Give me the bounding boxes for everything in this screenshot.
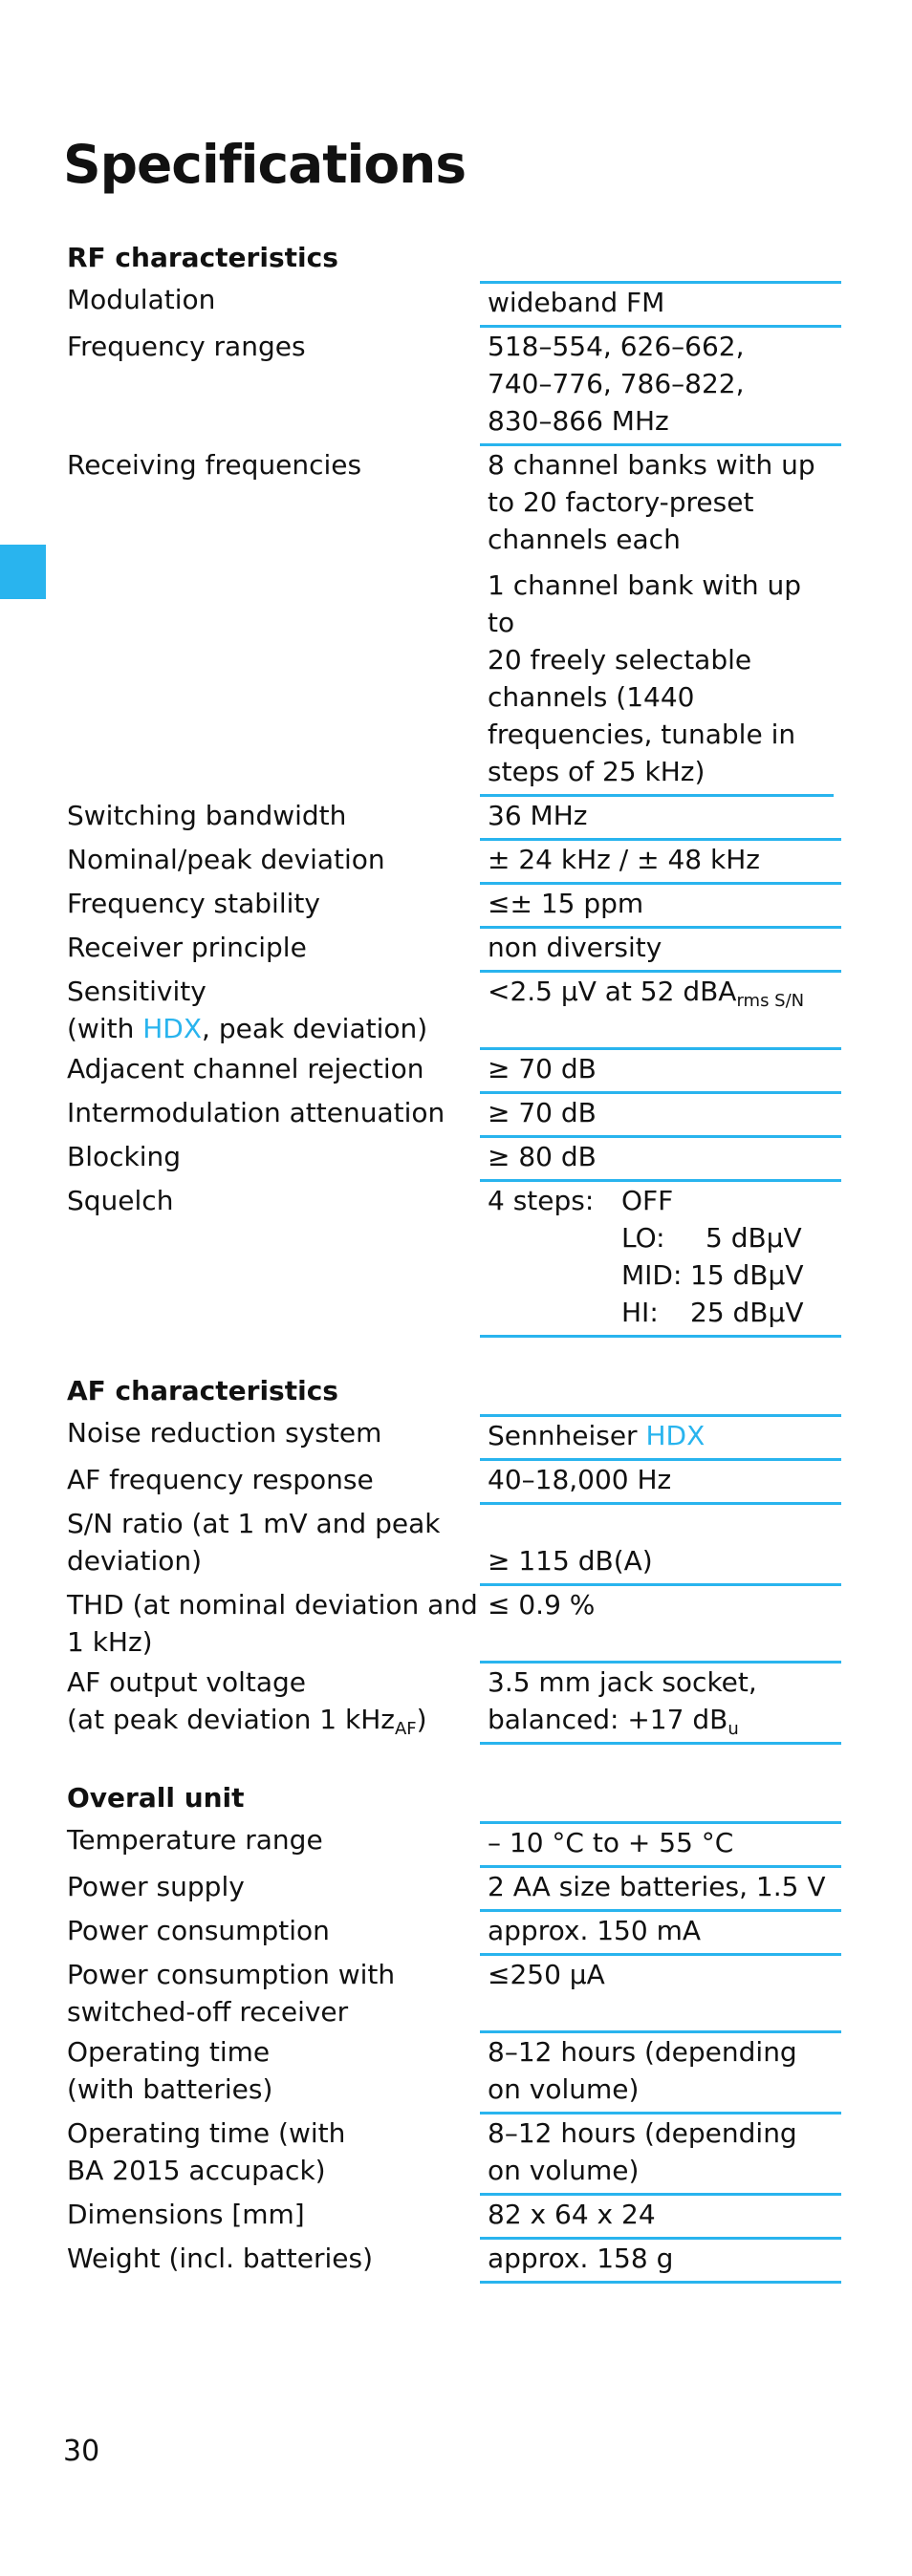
spec-value: ± 24 kHz / ± 48 kHz: [480, 841, 841, 885]
spec-value: [480, 2033, 841, 2114]
spec-value: [480, 1586, 841, 1664]
squelch-table: [488, 1182, 841, 1331]
value-line: 830–866 MHz: [488, 405, 669, 437]
spec-row-squelch: [67, 1182, 832, 1338]
spec-label: [67, 1586, 480, 1661]
value-line: channels (1440: [488, 681, 695, 713]
value-subscript: u: [727, 1719, 739, 1739]
squelch-level-name: HI:: [621, 1297, 659, 1328]
spec-row-af-output-voltage: [67, 1664, 832, 1745]
spec-row-frequency-stability: [67, 885, 832, 929]
spec-label: Intermodulation attenuation: [67, 1097, 445, 1128]
value-line: ≤ 0.9 %: [488, 1589, 596, 1621]
spec-value: [480, 1414, 841, 1461]
label-line: BA 2015 accupack): [67, 2155, 326, 2186]
specifications-table: [67, 239, 832, 2284]
spec-row-power-supply: [67, 1868, 832, 1912]
spec-row-sn-ratio: [67, 1505, 832, 1586]
spec-label: Weight (incl. batteries): [67, 2243, 374, 2274]
value-part-2: [480, 567, 834, 797]
spec-row-temperature: [67, 1821, 832, 1868]
spec-label: [67, 2033, 480, 2108]
spec-row-receiving-frequencies: [67, 446, 832, 797]
af-heading: AF characteristics: [67, 1375, 338, 1406]
spec-label: Modulation: [67, 284, 216, 315]
spec-value: [480, 1182, 841, 1338]
spec-label: Receiver principle: [67, 932, 307, 963]
label-line: THD (at nominal deviation and: [67, 1589, 478, 1621]
squelch-level-name: MID:: [621, 1259, 683, 1291]
squelch-level-name: LO:: [621, 1222, 665, 1254]
label-text: , peak deviation): [202, 1013, 428, 1044]
value-line: on volume): [488, 2155, 640, 2186]
spec-row-intermodulation: [67, 1094, 832, 1138]
value-line: 1 channel bank with up to: [488, 569, 802, 638]
label-line: (with batteries): [67, 2073, 273, 2105]
spec-label: Receiving frequencies: [67, 449, 362, 481]
value-text: <2.5 µV at 52 dBA: [488, 976, 737, 1007]
squelch-level-value: 25 dBµV: [690, 1297, 804, 1328]
value-line: 8–12 hours (depending: [488, 2117, 797, 2149]
value-line: [488, 1701, 841, 1738]
spec-label: Power consumption: [67, 1915, 330, 1946]
spec-row-sensitivity: [67, 973, 832, 1050]
value-line: 518–554, 626–662,: [488, 331, 745, 362]
spec-value: 36 MHz: [480, 797, 841, 841]
spec-row-dimensions: [67, 2196, 832, 2240]
spec-label: [67, 1956, 480, 2030]
spec-row-noise-reduction: [67, 1414, 832, 1461]
spec-value: ≤± 15 ppm: [480, 885, 841, 929]
value-line: channels each: [488, 524, 681, 555]
spec-label: Frequency ranges: [67, 331, 306, 362]
value-line: to 20 factory-preset: [488, 486, 754, 518]
spec-value: [480, 446, 834, 797]
label-text: ): [416, 1704, 427, 1735]
value-line: 20 freely selectable: [488, 644, 752, 676]
spec-label: Squelch: [67, 1185, 174, 1216]
squelch-level-value: 15 dBµV: [690, 1259, 804, 1291]
value-line: 740–776, 786–822,: [488, 368, 745, 399]
spec-value: ≥ 80 dB: [480, 1138, 841, 1182]
label-line: [67, 1701, 480, 1738]
value-line: frequencies, tunable in: [488, 719, 796, 750]
value-subscript: rms S/N: [736, 991, 805, 1011]
spec-row-adjacent-channel: [67, 1050, 832, 1094]
spec-value: non diversity: [480, 929, 841, 973]
spec-value: wideband FM: [480, 281, 841, 328]
value-line: ≤250 µA: [488, 1959, 605, 1990]
spec-row-weight: [67, 2240, 832, 2284]
spec-value: [480, 1956, 841, 2033]
spec-row-switching-bandwidth: [67, 797, 832, 841]
label-line: 1 kHz): [67, 1626, 153, 1658]
label-line: Power consumption with: [67, 1959, 396, 1990]
value-line: steps of 25 kHz): [488, 756, 706, 787]
label-text: (at peak deviation 1 kHz: [67, 1704, 395, 1735]
spec-label: [67, 1664, 480, 1738]
spec-value: approx. 158 g: [480, 2240, 841, 2284]
spec-label: Blocking: [67, 1141, 182, 1172]
value-line: ≥ 115 dB(A): [488, 1545, 653, 1577]
spec-value: – 10 °C to + 55 °C: [480, 1821, 841, 1868]
spec-label: [67, 973, 480, 1047]
spec-row-blocking: [67, 1138, 832, 1182]
spec-value: [480, 1664, 841, 1745]
value-line: 3.5 mm jack socket,: [488, 1666, 757, 1698]
spec-row-af-frequency-response: [67, 1461, 832, 1505]
label-line: S/N ratio (at 1 mV and peak: [67, 1508, 441, 1539]
label-text: (with: [67, 1013, 143, 1044]
value-line: on volume): [488, 2073, 640, 2105]
squelch-level-value: 5 dBµV: [706, 1222, 802, 1254]
value-line: 8 channel banks with up: [488, 449, 815, 481]
label-line: Operating time (with: [67, 2117, 346, 2149]
value-part-1: [480, 446, 834, 567]
spec-row-operating-time-batteries: [67, 2033, 832, 2114]
hdx-highlight: HDX: [645, 1420, 706, 1451]
label-subscript: AF: [394, 1719, 417, 1739]
spec-row-frequency-ranges: [67, 328, 832, 446]
label-line: Operating time: [67, 2036, 271, 2068]
squelch-level: [621, 1256, 803, 1294]
label-line: Sensitivity: [67, 976, 206, 1007]
spec-label: Adjacent channel rejection: [67, 1053, 424, 1084]
spec-value: 40–18,000 Hz: [480, 1461, 841, 1505]
label-line: AF output voltage: [67, 1666, 307, 1698]
spec-row-power-consumption-off: [67, 1956, 832, 2033]
squelch-levels: [621, 1182, 803, 1331]
overall-heading: Overall unit: [67, 1782, 245, 1814]
spec-value: approx. 150 mA: [480, 1912, 841, 1956]
spec-label: Switching bandwidth: [67, 800, 347, 831]
spec-value: 82 x 64 x 24: [480, 2196, 841, 2240]
spec-label: [67, 2114, 480, 2189]
spec-value: [480, 328, 841, 446]
squelch-level: [621, 1294, 803, 1331]
spec-label: Temperature range: [67, 1824, 323, 1856]
spec-row-deviation: [67, 841, 832, 885]
squelch-off: OFF: [621, 1185, 674, 1216]
label-line: [67, 1010, 480, 1047]
squelch-level: [621, 1219, 803, 1256]
value-spacer: [488, 1505, 841, 1542]
spec-value: ≥ 70 dB: [480, 1050, 841, 1094]
spec-label: AF frequency response: [67, 1464, 374, 1495]
spec-row-operating-time-accupack: [67, 2114, 832, 2196]
spec-label: Power supply: [67, 1871, 245, 1902]
page-number: 30: [63, 2435, 100, 2468]
spec-label: Noise reduction system: [67, 1417, 382, 1449]
value-line: 8–12 hours (depending: [488, 2036, 797, 2068]
squelch-lead: 4 steps:: [488, 1185, 595, 1216]
section-tab-marker: [0, 545, 46, 599]
rf-heading: RF characteristics: [67, 242, 338, 273]
hdx-highlight: HDX: [142, 1013, 203, 1044]
spec-value: [480, 973, 841, 1050]
spec-row-thd: [67, 1586, 832, 1664]
spec-value: ≥ 70 dB: [480, 1094, 841, 1138]
spec-row-receiver-principle: [67, 929, 832, 973]
spec-label: Frequency stability: [67, 888, 320, 919]
spec-value: [480, 2114, 841, 2196]
label-line: deviation): [67, 1545, 203, 1577]
spec-label: Dimensions [mm]: [67, 2199, 305, 2230]
spec-row-modulation: [67, 281, 832, 328]
label-line: switched-off receiver: [67, 1996, 349, 2028]
value-text: balanced: +17 dB: [488, 1704, 728, 1735]
spec-label: Nominal/peak deviation: [67, 844, 385, 875]
value-text: Sennheiser: [488, 1420, 646, 1451]
spec-row-power-consumption: [67, 1912, 832, 1956]
spec-value: [480, 1505, 841, 1586]
page-title: Specifications: [63, 134, 467, 195]
spec-label: [67, 1505, 480, 1579]
spec-value: 2 AA size batteries, 1.5 V: [480, 1868, 841, 1912]
